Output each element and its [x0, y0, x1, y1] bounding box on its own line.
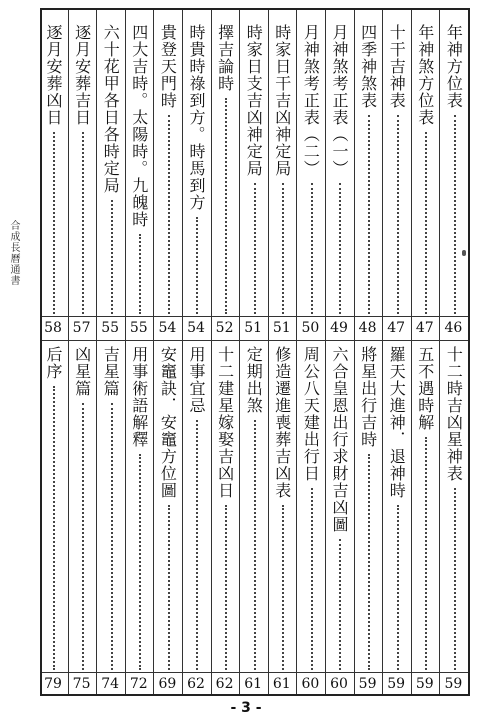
- toc-entry-title: 十二建星嫁娶吉凶日: [215, 346, 235, 499]
- toc-entry-page: 60: [301, 676, 320, 692]
- toc-entry-page: 61: [272, 676, 291, 692]
- toc-leader-dots: [368, 115, 394, 314]
- toc-entry-page: 62: [215, 676, 234, 692]
- toc-entry-title: 四大吉時。太陽時。九魄時: [129, 24, 149, 228]
- toc-entry-page: 60: [330, 676, 348, 692]
- toc-leader-dots: [368, 454, 394, 670]
- toc-leader-dots: [254, 183, 280, 314]
- toc-leader-dots: [139, 454, 165, 670]
- toc-entry-page: 54: [187, 320, 205, 336]
- toc-leader-dots: [454, 115, 480, 314]
- toc-entry-title: 修造遷進喪葬吉凶表: [272, 346, 292, 499]
- toc-leader-dots: [225, 98, 251, 314]
- toc-entry-title: 月神煞考正表（二）: [301, 24, 321, 177]
- toc-leader-dots: [254, 420, 280, 670]
- toc-leader-dots: [168, 505, 194, 670]
- toc-entry-title: 十干吉神表: [387, 24, 407, 109]
- toc-entry-title: 后序: [44, 346, 63, 380]
- toc-leader-dots: [454, 488, 480, 670]
- toc-entry-title: 逐月安葬凶日: [44, 24, 63, 126]
- page-number-row-bottom: [42, 672, 468, 673]
- toc-entry-page: 51: [272, 320, 291, 336]
- toc-entry-title: 時貴時祿到方。時馬到方: [187, 24, 206, 211]
- toc-leader-dots: [282, 183, 308, 314]
- toc-entry-page: 79: [44, 676, 62, 692]
- toc-leader-dots: [196, 420, 222, 670]
- toc-leader-dots: [196, 217, 222, 314]
- toc-entry-page: 47: [387, 320, 406, 336]
- toc-entry-page: 48: [358, 320, 377, 336]
- toc-entry-page: 57: [72, 320, 91, 336]
- toc-entry-title: 用事術語解釋: [129, 346, 149, 448]
- toc-leader-dots: [311, 183, 337, 314]
- toc-leader-dots: [168, 115, 194, 314]
- toc-entry-title: 年神煞方位表: [415, 24, 435, 126]
- toc-leader-dots: [282, 505, 308, 670]
- page-number: - 3 -: [230, 700, 262, 716]
- toc-entry-title: 六合皇恩出行求財吉凶圖: [330, 346, 349, 533]
- toc-entry-page: 55: [129, 320, 148, 336]
- toc-entry-title: 年神方位表: [444, 24, 464, 109]
- toc-entry-title: 逐月安葬吉日: [72, 24, 92, 126]
- toc-leader-dots: [82, 403, 108, 670]
- toc-entry-title: 六十花甲各日各時定局: [101, 24, 121, 194]
- toc-entry-title: 五不遇時解: [415, 346, 435, 431]
- toc-frame: [40, 8, 470, 696]
- toc-leader-dots: [339, 539, 365, 670]
- toc-entry-title: 四季神煞表: [358, 24, 378, 109]
- toc-entry-page: 72: [129, 676, 148, 692]
- toc-entry-title: 將星出行吉時: [358, 346, 378, 448]
- toc-entry-title: 月神煞考正表（一）: [330, 24, 349, 177]
- toc-entry-page: 59: [387, 676, 406, 692]
- toc-leader-dots: [111, 403, 137, 670]
- print-speck: [462, 250, 466, 256]
- toc-entry-page: 50: [301, 320, 320, 336]
- toc-entry-title: 用事宜忌: [187, 346, 206, 414]
- toc-entry-page: 62: [187, 676, 205, 692]
- toc-entry-page: 59: [444, 676, 463, 692]
- toc-leader-dots: [139, 234, 165, 314]
- toc-entry-page: 59: [415, 676, 434, 692]
- toc-entry-title: 定期出煞: [244, 346, 264, 414]
- toc-leader-dots: [53, 386, 79, 670]
- toc-entry-page: 54: [158, 320, 177, 336]
- toc-leader-dots: [397, 115, 423, 314]
- toc-leader-dots: [111, 200, 137, 314]
- toc-entry-page: 46: [444, 320, 463, 336]
- toc-entry-page: 47: [415, 320, 434, 336]
- toc-entry-title: 羅天大進神．退神時: [387, 346, 407, 499]
- toc-entry-title: 十二時吉凶星神表: [444, 346, 464, 482]
- page-number-row-top: [42, 316, 468, 317]
- toc-entry-page: 58: [44, 320, 62, 336]
- toc-entry-page: 69: [158, 676, 177, 692]
- toc-entry-title: 時家日支吉凶神定局: [244, 24, 264, 177]
- toc-entry-page: 61: [244, 676, 263, 692]
- toc-leader-dots: [425, 132, 451, 314]
- toc-leader-dots: [311, 488, 337, 670]
- toc-leader-dots: [397, 505, 423, 670]
- toc-entry-title: 周公八天建出行日: [301, 346, 321, 482]
- toc-entry-title: 安竈訣．安竈方位圖: [158, 346, 178, 499]
- toc-entry-page: 74: [101, 676, 120, 692]
- side-label: 合成長曆通書: [8, 220, 19, 286]
- toc-entry-title: 凶星篇: [72, 346, 92, 397]
- toc-entry-page: 59: [358, 676, 377, 692]
- toc-entry-title: 貴登天門時: [158, 24, 178, 109]
- toc-entry-page: 52: [215, 320, 234, 336]
- toc-entry-page: 55: [101, 320, 120, 336]
- toc-entry-page: 75: [72, 676, 91, 692]
- toc-leader-dots: [82, 132, 108, 314]
- toc-leader-dots: [425, 437, 451, 670]
- toc-leader-dots: [53, 132, 79, 314]
- toc-entry-page: 49: [330, 320, 348, 336]
- toc-entry-page: 51: [244, 320, 263, 336]
- toc-entry-title: 擇吉論時: [215, 24, 235, 92]
- toc-entry-title: 時家日干吉凶神定局: [272, 24, 292, 177]
- section-divider: [42, 340, 468, 341]
- toc-leader-dots: [339, 183, 365, 314]
- toc-entry-title: 吉星篇: [101, 346, 121, 397]
- toc-leader-dots: [225, 505, 251, 670]
